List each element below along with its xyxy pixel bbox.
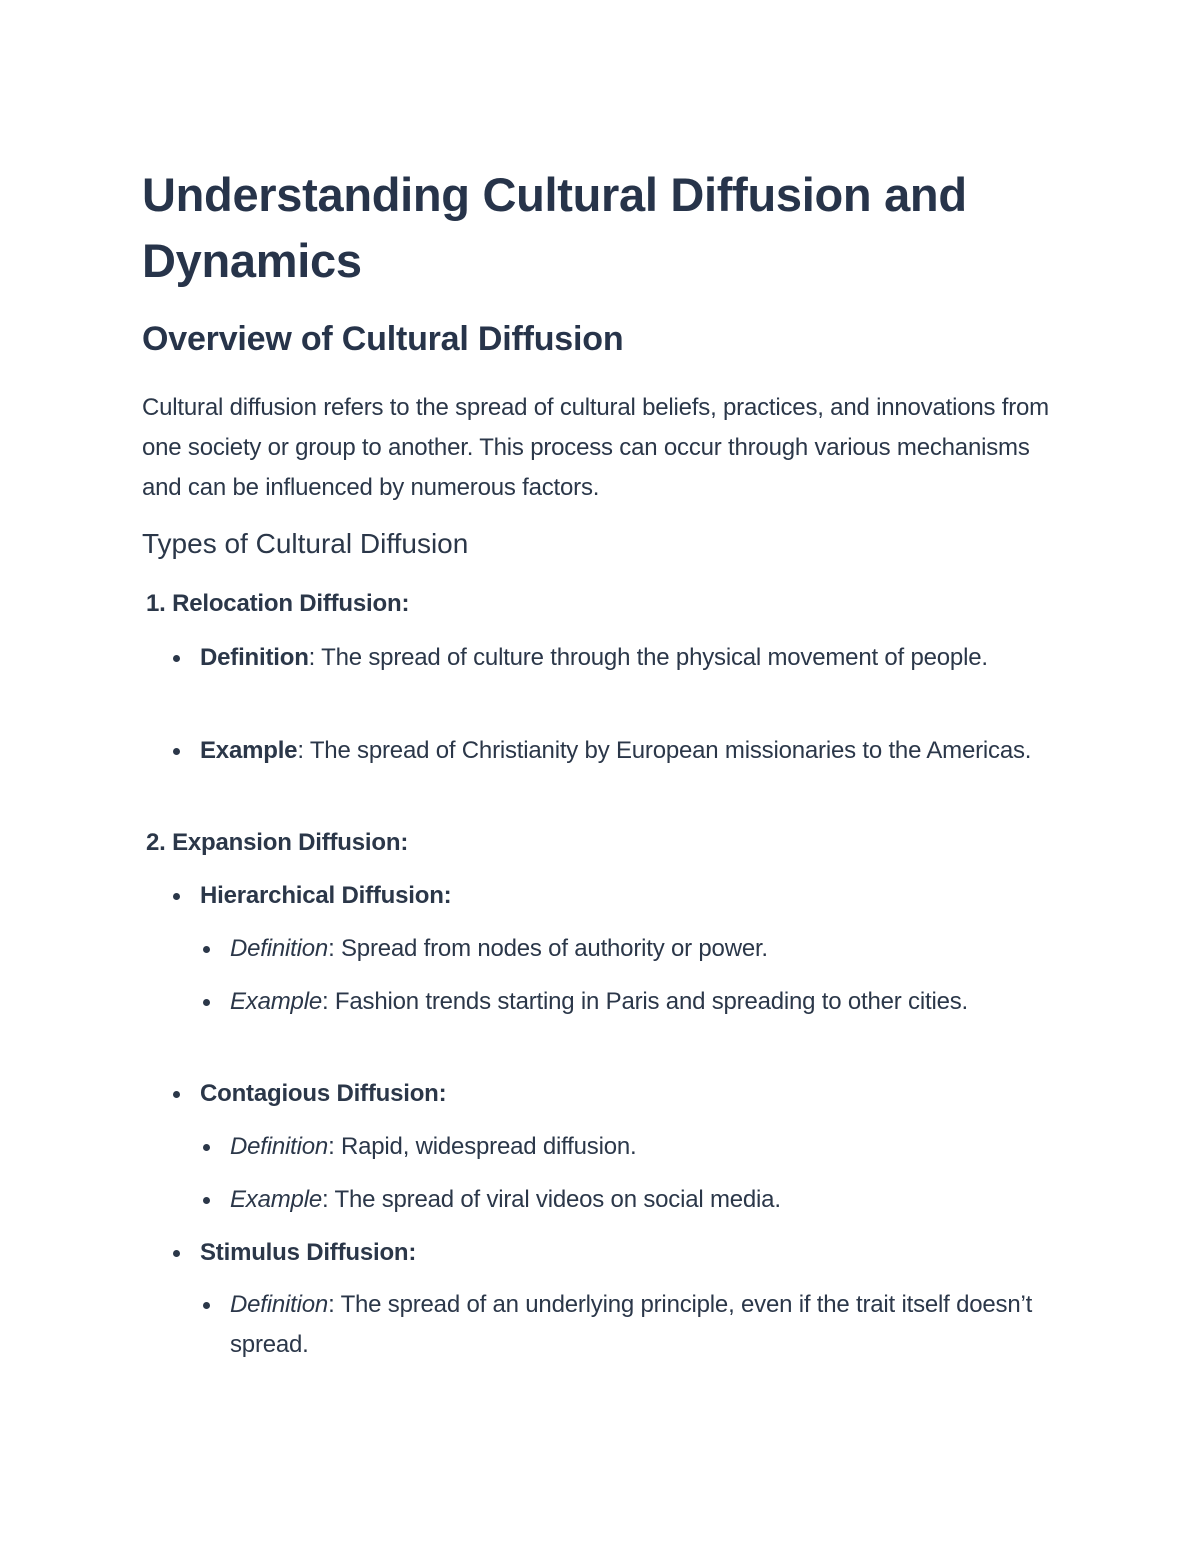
bullet-icon [173,748,180,755]
list-item-title: Expansion Diffusion [172,829,401,856]
intro-paragraph: Cultural diffusion refers to the spread of cultural beliefs, practices, and innovations from one society or group to another. This process can occur through various mechanisms and can be influenced by numerous factors. [142,394,1049,501]
bullet-icon [173,1250,180,1257]
subsection-heading-types: Types of Cultural Diffusion [142,528,469,559]
hierarchical-definition: Definition: Spread from nodes of authority or power. [230,935,768,962]
bullet-icon [203,946,210,953]
list-item-expansion: 2. Expansion Diffusion: [146,829,409,856]
relocation-definition: Definition: The spread of culture through the physical movement of people. [200,644,988,671]
bullet-icon [173,893,180,900]
list-number: 2. [146,829,166,856]
relocation-example: Example: The spread of Christianity by European missionaries to the Americas. [200,737,1032,764]
bullet-icon [173,655,180,662]
list-item-title: Relocation Diffusion [172,590,402,617]
list-item-relocation: 1. Relocation Diffusion: [146,590,410,617]
bullet-icon [203,1197,210,1204]
bullet-icon [203,1302,210,1309]
bullet-icon [173,1091,180,1098]
contagious-example: Example: The spread of viral videos on social media. [230,1186,781,1213]
stimulus-definition: Definition: The spread of an underlying principle, even if the trait itself doesn’t spread. [230,1291,1033,1358]
contagious-definition: Definition: Rapid, widespread diffusion. [230,1133,637,1160]
contagious-title: Contagious Diffusion: [200,1080,447,1107]
list-number: 1. [146,590,166,617]
bullet-icon [203,999,210,1006]
hierarchical-title: Hierarchical Diffusion: [200,882,452,909]
bullet-icon [203,1144,210,1151]
section-heading-overview: Overview of Cultural Diffusion [142,320,624,358]
stimulus-title: Stimulus Diffusion: [200,1239,417,1266]
hierarchical-example: Example: Fashion trends starting in Paris and spreading to other cities. [230,988,969,1015]
page-title: Understanding Cultural Diffusion and Dynamics [142,168,967,287]
